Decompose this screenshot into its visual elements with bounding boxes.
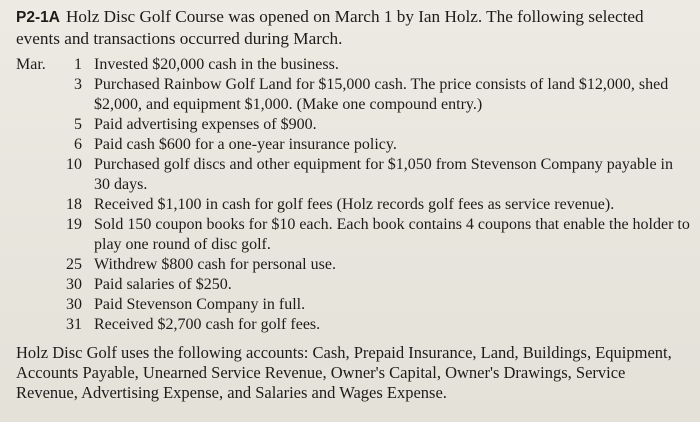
transaction-list xyxy=(16,55,690,335)
problem-heading xyxy=(16,6,690,49)
transaction-text: Paid advertising expenses of $900. xyxy=(94,116,317,133)
transaction-day: 3 xyxy=(74,76,82,93)
transaction-day: 25 xyxy=(66,256,82,273)
transaction-day: 5 xyxy=(74,116,82,133)
transaction-row xyxy=(16,295,690,315)
transaction-text: Paid cash $600 for a one-year insurance policy. xyxy=(94,136,397,153)
transaction-row xyxy=(16,135,690,155)
transaction-row xyxy=(16,215,690,255)
accounts-note: Holz Disc Golf uses the following accounts: Cash, Prepaid Insurance, Land, Buildings, Equipment, Accounts Payable, Unearned Service Revenue, Owner's Capital, Owner's Drawings, Service Revenue, Advertising Expense, and Salaries and Wages Expense. xyxy=(16,343,672,402)
transaction-text: Purchased Rainbow Golf Land for $15,000 cash. The price consists of land $12,000, shed $2,000, and equipment $1,000. (Make one compound entry.) xyxy=(94,76,669,113)
transaction-row xyxy=(16,155,690,195)
transaction-day: 19 xyxy=(66,216,82,233)
transaction-day: 30 xyxy=(66,276,82,293)
transaction-day: 1 xyxy=(74,56,82,73)
transaction-row xyxy=(16,195,690,215)
transaction-row xyxy=(16,315,690,335)
transaction-day: 30 xyxy=(66,296,82,313)
transaction-row xyxy=(16,75,690,115)
transaction-row xyxy=(16,255,690,275)
problem-code: P2-1A xyxy=(16,9,60,26)
transaction-text: Withdrew $800 cash for personal use. xyxy=(94,256,336,273)
transaction-row xyxy=(16,115,690,135)
transaction-text: Paid salaries of $250. xyxy=(94,276,232,293)
transaction-day: 31 xyxy=(66,316,82,333)
transaction-row xyxy=(16,55,690,75)
transaction-day: 18 xyxy=(66,196,82,213)
transaction-day: 6 xyxy=(74,136,82,153)
transaction-text: Paid Stevenson Company in full. xyxy=(94,296,306,313)
transaction-text: Invested $20,000 cash in the business. xyxy=(94,56,339,73)
transaction-text: Received $2,700 cash for golf fees. xyxy=(94,316,321,333)
transaction-day: 10 xyxy=(66,156,82,173)
transaction-row xyxy=(16,275,690,295)
transaction-text: Received $1,100 in cash for golf fees (Holz records golf fees as service revenue). xyxy=(94,196,615,213)
problem-intro: Holz Disc Golf Course was opened on March 1 by Ian Holz. The following selected events and transactions occurred during March. xyxy=(16,7,644,48)
transaction-text: Sold 150 coupon books for $10 each. Each book contains 4 coupons that enable the holder to play one round of disc golf. xyxy=(94,216,690,253)
transaction-text: Purchased golf discs and other equipment for $1,050 from Stevenson Company payable in 30 days. xyxy=(94,156,673,193)
month-label: Mar. xyxy=(16,56,46,73)
